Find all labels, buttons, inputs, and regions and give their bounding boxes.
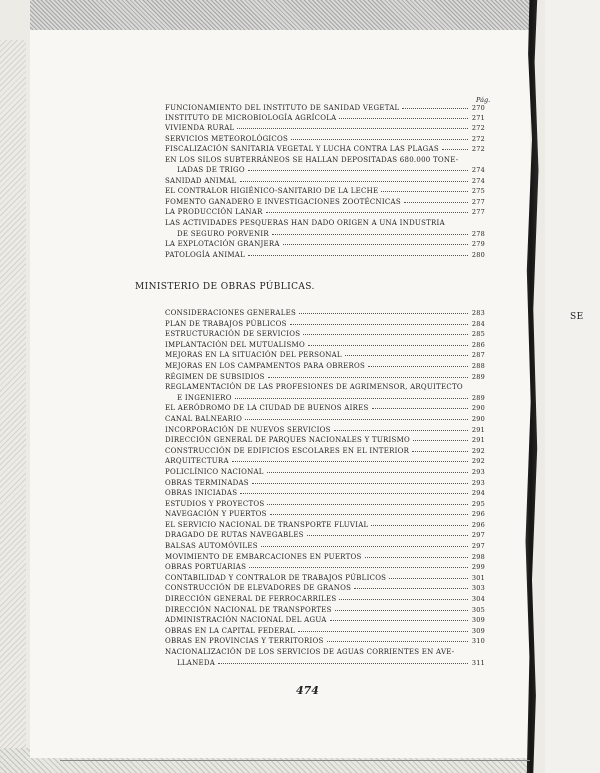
facing-page-text: SE xyxy=(570,312,584,322)
toc-entry: PATOLOGÍA ANIMAL 280 xyxy=(165,250,485,259)
toc-entry: EL SERVICIO NACIONAL DE TRANSPORTE FLUVIAL 296 xyxy=(165,520,485,529)
scan-shadow-left xyxy=(0,40,26,773)
toc-entry: DIRECCIÓN GENERAL DE FERROCARRILES 304 xyxy=(165,595,485,604)
toc-entry: ADMINISTRACIÓN NACIONAL DEL AGUA 309 xyxy=(165,616,485,625)
toc-entry: LA PRODUCCIÓN LANAR 277 xyxy=(165,208,485,217)
toc-entry: CANAL BALNEARIO 290 xyxy=(165,414,485,423)
toc-entry: POLICLÍNICO NACIONAL 293 xyxy=(165,467,485,476)
facing-page xyxy=(545,0,600,773)
toc-entry: ESTRUCTURACIÓN DE SERVICIOS 285 xyxy=(165,330,485,339)
toc-entry: LADAS DE TRIGO 274 xyxy=(177,166,485,175)
toc-entry: OBRAS INICIADAS 294 xyxy=(165,489,485,498)
toc-section-agriculture xyxy=(165,104,485,261)
toc-entry: INCORPORACIÓN DE NUEVOS SERVICIOS 291 xyxy=(165,425,485,434)
toc-entry: NAVEGACIÓN Y PUERTOS 296 xyxy=(165,510,485,519)
toc-entry: OBRAS EN PROVINCIAS Y TERRITORIOS 310 xyxy=(165,637,485,646)
toc-entry: IMPLANTACIÓN DEL MUTUALISMO 286 xyxy=(165,340,485,349)
toc-entry: NACIONALIZACIÓN DE LOS SERVICIOS DE AGUAS CORRIENTES EN AVE- xyxy=(165,648,455,656)
toc-entry: INSTITUTO DE MICROBIOLOGÍA AGRÍCOLA 271 xyxy=(165,113,485,122)
toc-entry: PLAN DE TRABAJOS PÚBLICOS 284 xyxy=(165,319,485,328)
toc-entry: MEJORAS EN LOS CAMPAMENTOS PARA OBREROS 288 xyxy=(165,361,485,370)
toc-entry: OBRAS EN LA CAPITAL FEDERAL 309 xyxy=(165,626,485,635)
toc-entry: SERVICIOS METEOROLÓGICOS 272 xyxy=(165,134,485,143)
section-heading: MINISTERIO DE OBRAS PÚBLICAS. xyxy=(135,282,315,292)
toc-entry: EL AERÓDROMO DE LA CIUDAD DE BUENOS AIRES 290 xyxy=(165,404,485,413)
toc-entry: DRAGADO DE RUTAS NAVEGABLES 297 xyxy=(165,531,485,540)
page-edge-line xyxy=(60,760,530,761)
toc-entry: CONSIDERACIONES GENERALES 283 xyxy=(165,309,485,317)
toc-entry: MOVIMIENTO DE EMBARCACIONES EN PUERTOS 298 xyxy=(165,552,485,561)
toc-entry: DE SEGURO PORVENIR 278 xyxy=(177,229,485,238)
toc-entry: VIVIENDA RURAL 272 xyxy=(165,124,485,133)
page-column-label: Pág. xyxy=(476,96,491,104)
toc-entry: LA EXPLOTACIÓN GRANJERA 279 xyxy=(165,240,485,249)
toc-entry: FOMENTO GANADERO E INVESTIGACIONES ZOOTÉCNICAS 277 xyxy=(165,197,485,206)
toc-entry: CONSTRUCCIÓN DE ELEVADORES DE GRANOS 303 xyxy=(165,584,485,593)
toc-entry: REGLAMENTACIÓN DE LAS PROFESIONES DE AGRIMENSOR, ARQUITECTO xyxy=(165,383,463,392)
toc-entry: SANIDAD ANIMAL 274 xyxy=(165,176,485,185)
toc-entry: DIRECCIÓN NACIONAL DE TRANSPORTES 305 xyxy=(165,605,485,614)
toc-entry: LAS ACTIVIDADES PESQUERAS HAN DADO ORIGEN A UNA INDUSTRIA xyxy=(165,218,445,227)
toc-section-public-works xyxy=(165,309,485,669)
toc-entry: EN LOS SILOS SUBTERRÁNEOS SE HALLAN DEPOSITADAS 680.000 TONE- xyxy=(165,155,459,164)
toc-entry: FUNCIONAMIENTO DEL INSTITUTO DE SANIDAD VEGETAL 270 xyxy=(165,104,485,112)
toc-entry: DIRECCIÓN GENERAL DE PARQUES NACIONALES Y TURISMO 291 xyxy=(165,436,485,445)
toc-entry: MEJORAS EN LA SITUACIÓN DEL PERSONAL 287 xyxy=(165,351,485,360)
toc-entry: ARQUITECTURA 292 xyxy=(165,457,485,466)
toc-entry: OBRAS PORTUARIAS 299 xyxy=(165,563,485,572)
toc-entry: CONSTRUCCIÓN DE EDIFICIOS ESCOLARES EN EL INTERIOR 292 xyxy=(165,446,485,455)
toc-entry: E INGENIERO 289 xyxy=(177,393,485,402)
scan-shadow-top xyxy=(30,0,535,32)
toc-entry: BALSAS AUTOMÓVILES 297 xyxy=(165,542,485,551)
toc-entry: FISCALIZACIÓN SANITARIA VEGETAL Y LUCHA CONTRA LAS PLAGAS 272 xyxy=(165,145,485,154)
toc-entry: CONTABILIDAD Y CONTRALOR DE TRABAJOS PÚBLICOS 301 xyxy=(165,573,485,582)
toc-entry: LLANEDA 311 xyxy=(177,658,485,667)
page-number: 474 xyxy=(296,684,319,697)
toc-entry: ESTUDIOS Y PROYECTOS 295 xyxy=(165,499,485,508)
toc-entry: RÉGIMEN DE SUBSIDIOS 289 xyxy=(165,372,485,381)
toc-entry: OBRAS TERMINADAS 293 xyxy=(165,478,485,487)
toc-entry: EL CONTRALOR HIGIÉNICO-SANITARIO DE LA LECHE 275 xyxy=(165,187,485,196)
